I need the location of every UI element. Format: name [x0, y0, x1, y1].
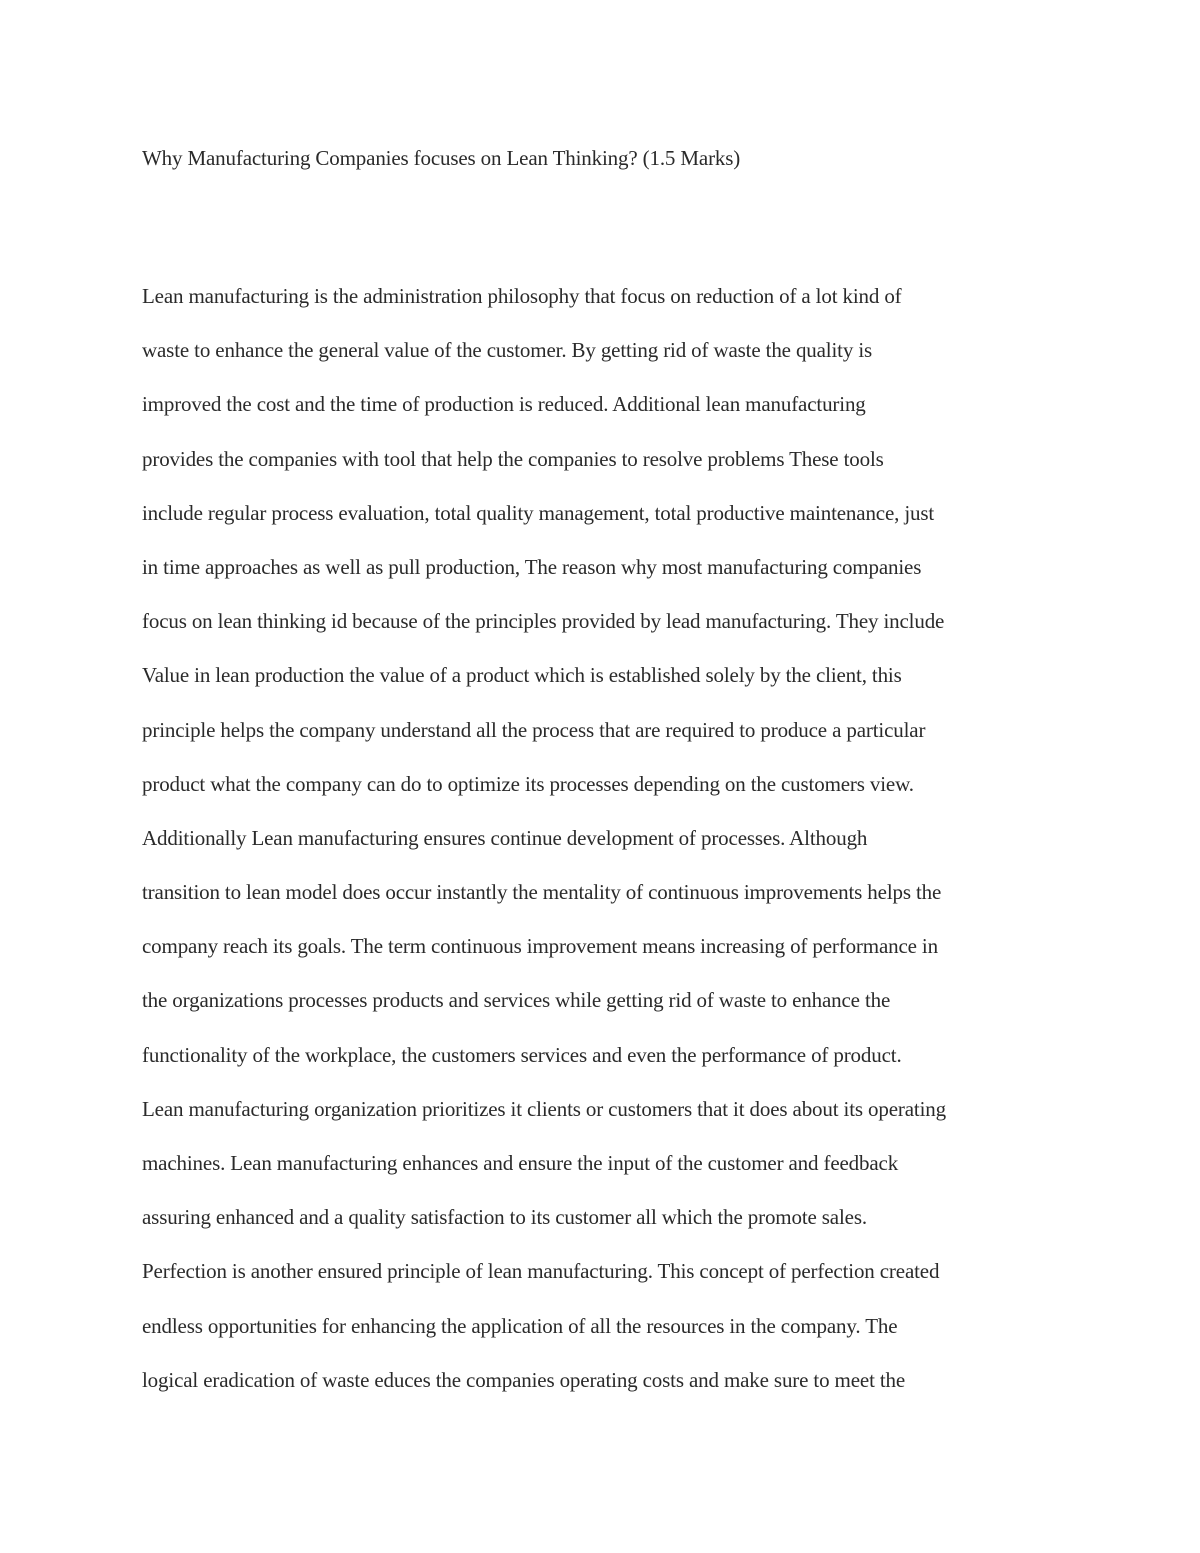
- body-line: provides the companies with tool that help the companies to resolve problems These tools: [142, 446, 884, 471]
- body-line: include regular process evaluation, total quality management, total productive maintenance, just: [142, 500, 935, 525]
- body-line: logical eradication of waste educes the companies operating costs and make sure to meet the: [142, 1367, 906, 1392]
- body-line: machines. Lean manufacturing enhances and ensure the input of the customer and feedback: [142, 1151, 899, 1175]
- body-line: product what the company can do to optimize its processes depending on the customers view.: [142, 771, 914, 796]
- body-line: in time approaches as well as pull production, The reason why most manufacturing companies: [142, 554, 922, 579]
- body-line: waste to enhance the general value of the customer. By getting rid of waste the quality is: [142, 338, 873, 363]
- body-line: improved the cost and the time of production is reduced. Additional lean manufacturing: [142, 392, 866, 417]
- body-line: company reach its goals. The term continuous improvement means increasing of performance in: [142, 934, 938, 959]
- body-line: Lean manufacturing organization prioritizes it clients or customers that it does about its operating: [142, 1096, 946, 1121]
- body-line: Value in lean production the value of a product which is established solely by the client, this: [142, 663, 902, 688]
- body-line: functionality of the workplace, the customers services and even the performance of product.: [142, 1042, 902, 1067]
- body-line: assuring enhanced and a quality satisfaction to its customer all which the promote sales.: [142, 1205, 867, 1230]
- document-body: [142, 281, 946, 1419]
- document-title: Why Manufacturing Companies focuses on Lean Thinking? (1.5 Marks): [142, 146, 741, 170]
- body-line: endless opportunities for enhancing the application of all the resources in the company. The: [142, 1313, 898, 1338]
- body-line: Lean manufacturing is the administration philosophy that focus on reduction of a lot kind of: [142, 284, 902, 308]
- body-line: transition to lean model does occur instantly the mentality of continuous improvements helps the: [142, 880, 942, 905]
- body-line: Perfection is another ensured principle of lean manufacturing. This concept of perfection created: [142, 1259, 940, 1284]
- body-line: Additionally Lean manufacturing ensures continue development of processes. Although: [142, 825, 868, 850]
- body-line: principle helps the company understand all the process that are required to produce a particular: [142, 717, 926, 742]
- body-line: the organizations processes products and services while getting rid of waste to enhance the: [142, 988, 891, 1013]
- body-line: focus on lean thinking id because of the principles provided by lead manufacturing. They include: [142, 609, 945, 634]
